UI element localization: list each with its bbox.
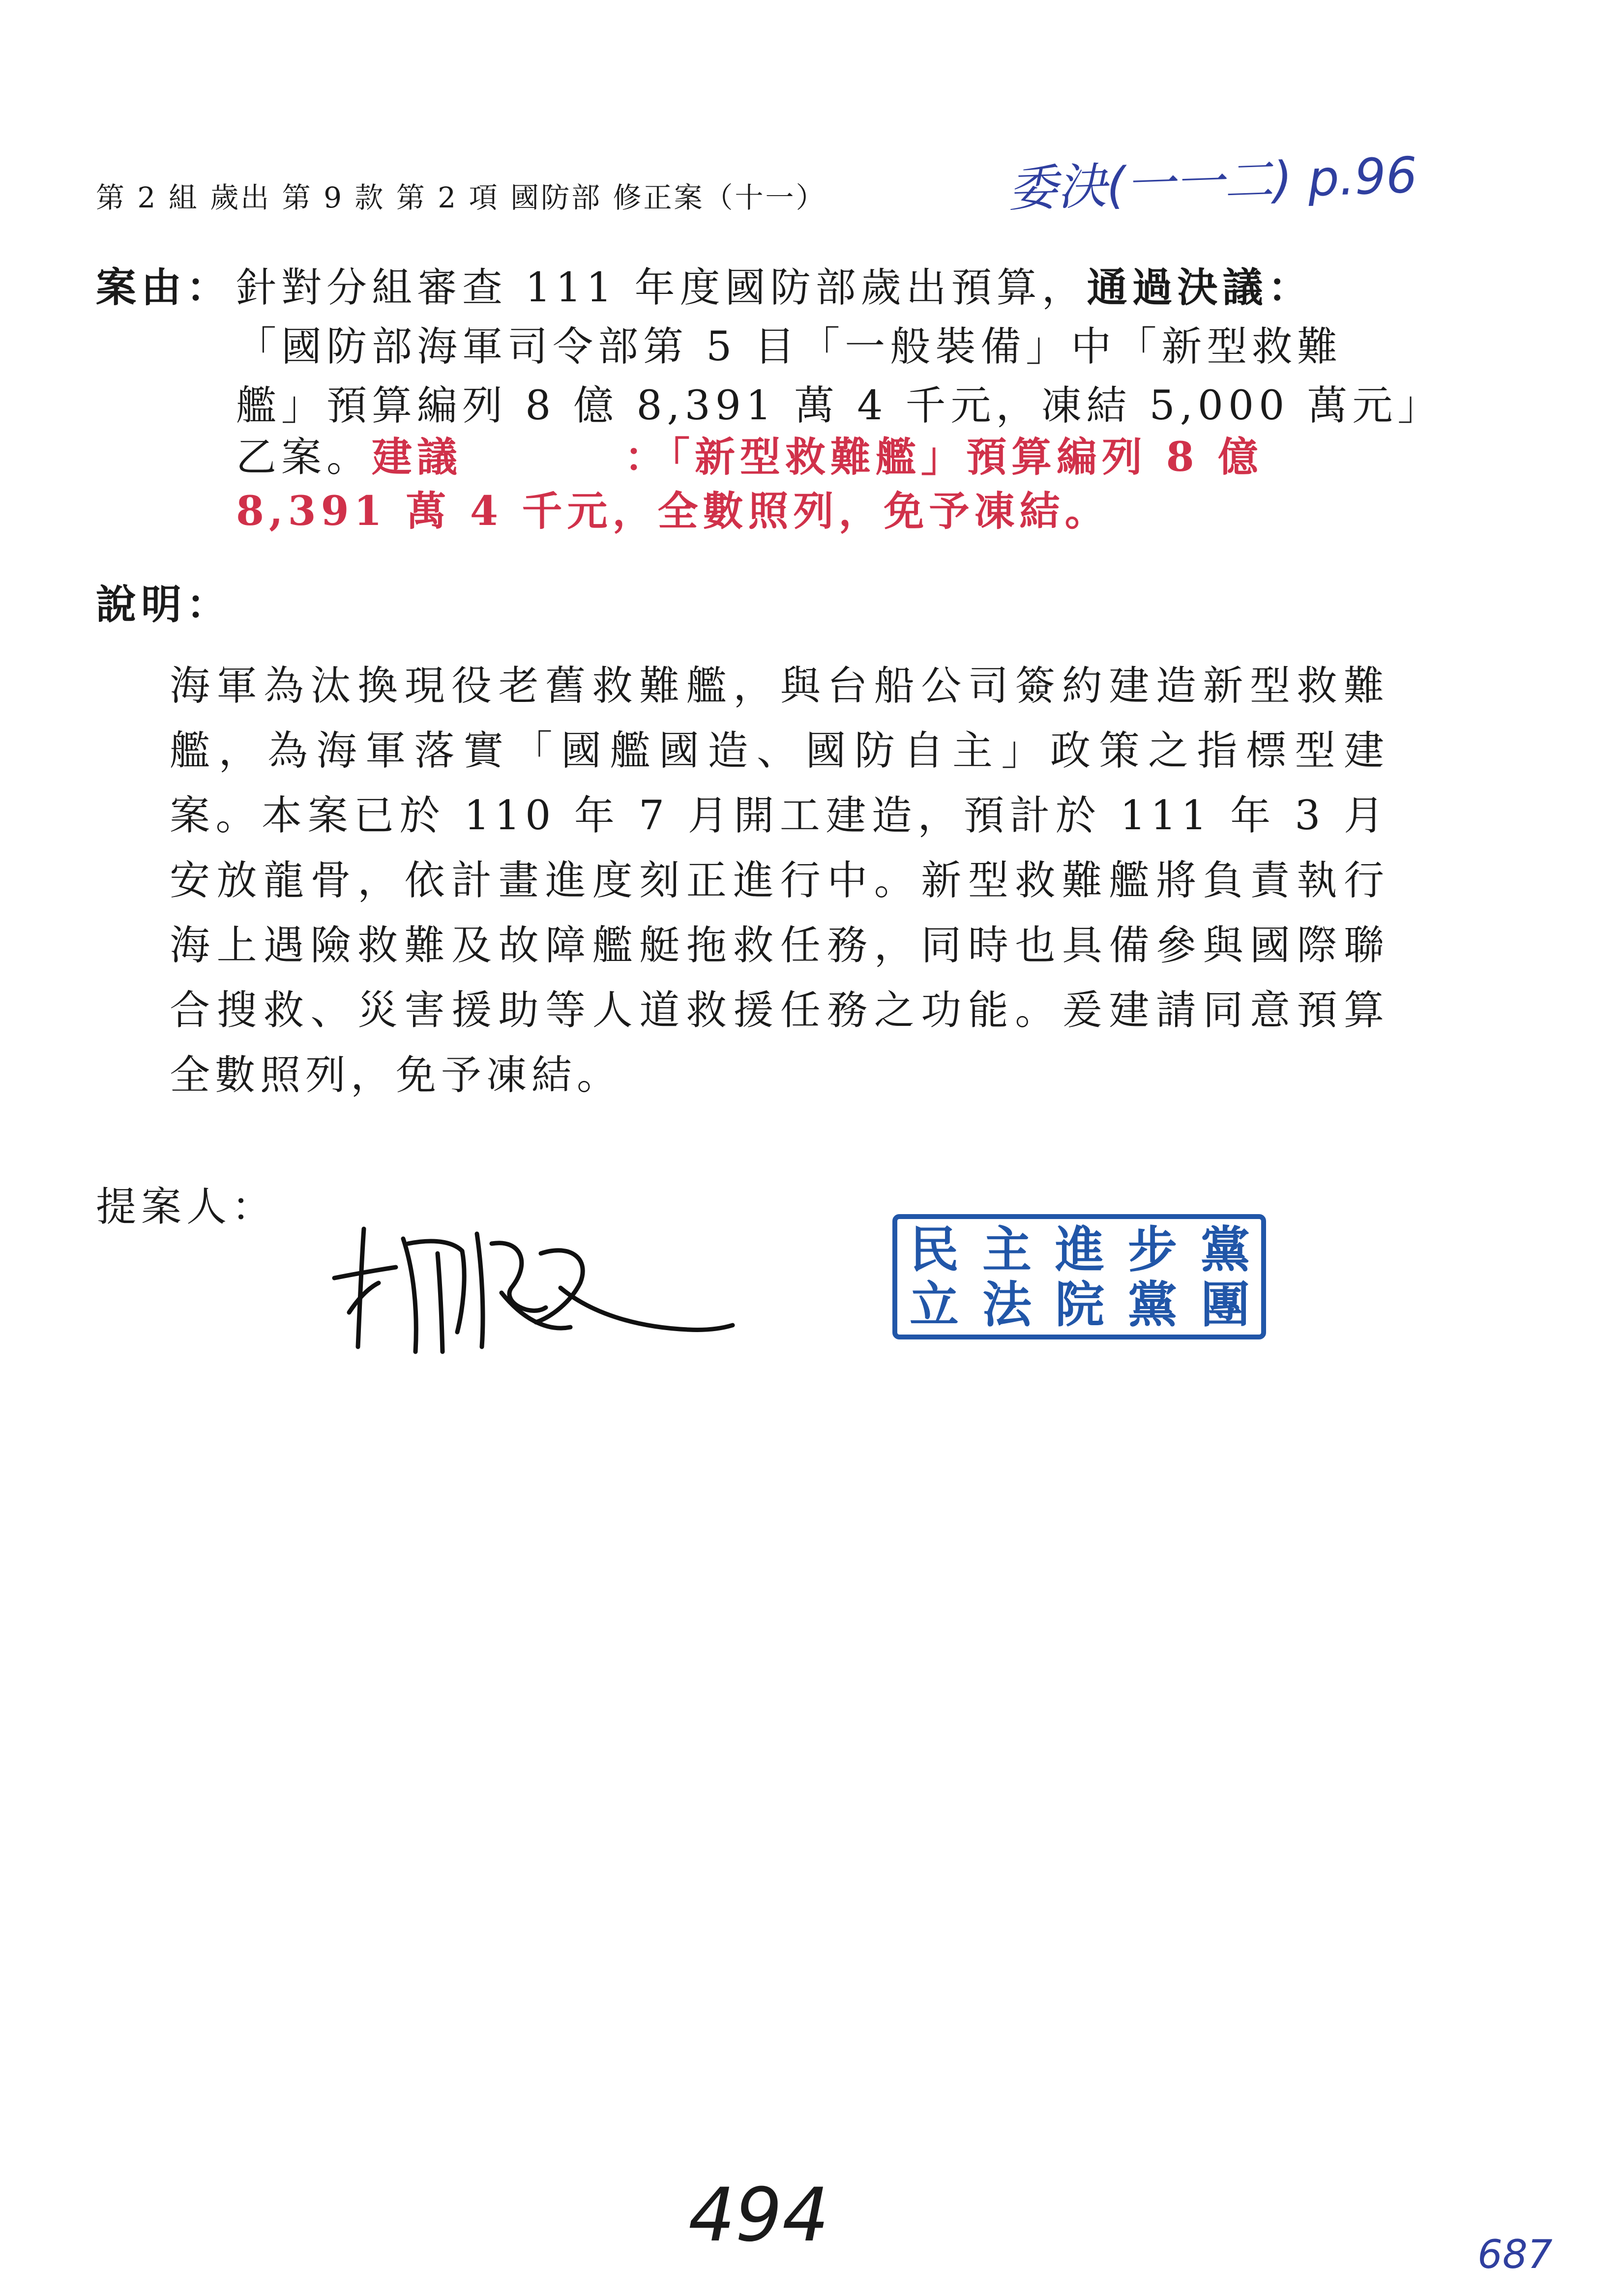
case-line-4-text: 乙案。 (236, 434, 372, 481)
stamp-line-2: 立法院黨團 (910, 1275, 1273, 1334)
resolution-label: 通過決議： (1087, 264, 1313, 311)
stamp-line-1: 民主進步黨 (910, 1220, 1273, 1279)
explanation-label: 說明： (96, 581, 232, 628)
party-caucus-stamp (892, 1214, 1273, 1339)
signature-image (315, 1204, 757, 1362)
case-line-1 (236, 256, 1313, 313)
explanation-paragraph: 海軍為汰換現役老舊救難艦，與台船公司簽約建造新型救難艦，為海軍落實「國艦國造、國防自主」政策之指標型建案。本案已於 110 年 7 月開工建造，預計於 111 年 3 月安放龍骨，依計畫進度刻正進行中。新型救難艦將負責執行海上遇險救難及故障艦艇拖救任務，同時也具備參與國際聯合搜救、災害援助等人道救援任務之功能。爰建請同意預算全數照列，免予凍結。 (170, 663, 1389, 1099)
page-number: 494 (688, 2173, 829, 2258)
suggestion-text: ：「新型救難艦」預算編列 8 億 (624, 434, 1264, 481)
case-line-5: 8,391 萬 4 千元，全數照列，免予凍結。 (236, 488, 1110, 535)
case-line-2: 「國防部海軍司令部第 5 目「一般裝備」中「新型救難 (236, 323, 1343, 370)
proposer-label: 提案人： (96, 1184, 277, 1230)
case-line-4 (236, 425, 1263, 483)
case-line-3: 艦」預算編列 8 億 8,391 萬 4 千元，凍結 5,000 萬元」 (236, 382, 1443, 429)
handwritten-annotation: 委決(一一二) p.96 (1007, 146, 1418, 218)
corner-page-number: 687 (1477, 2232, 1553, 2277)
case-label: 案由： (96, 264, 232, 311)
document-header: 第 2 組 歲出 第 9 款 第 2 項 國防部 修正案（十一） (96, 181, 827, 214)
suggestion-label: 建議 (372, 434, 463, 481)
case-line-1-text: 針對分組審查 111 年度國防部歲出預算， (236, 264, 1087, 311)
